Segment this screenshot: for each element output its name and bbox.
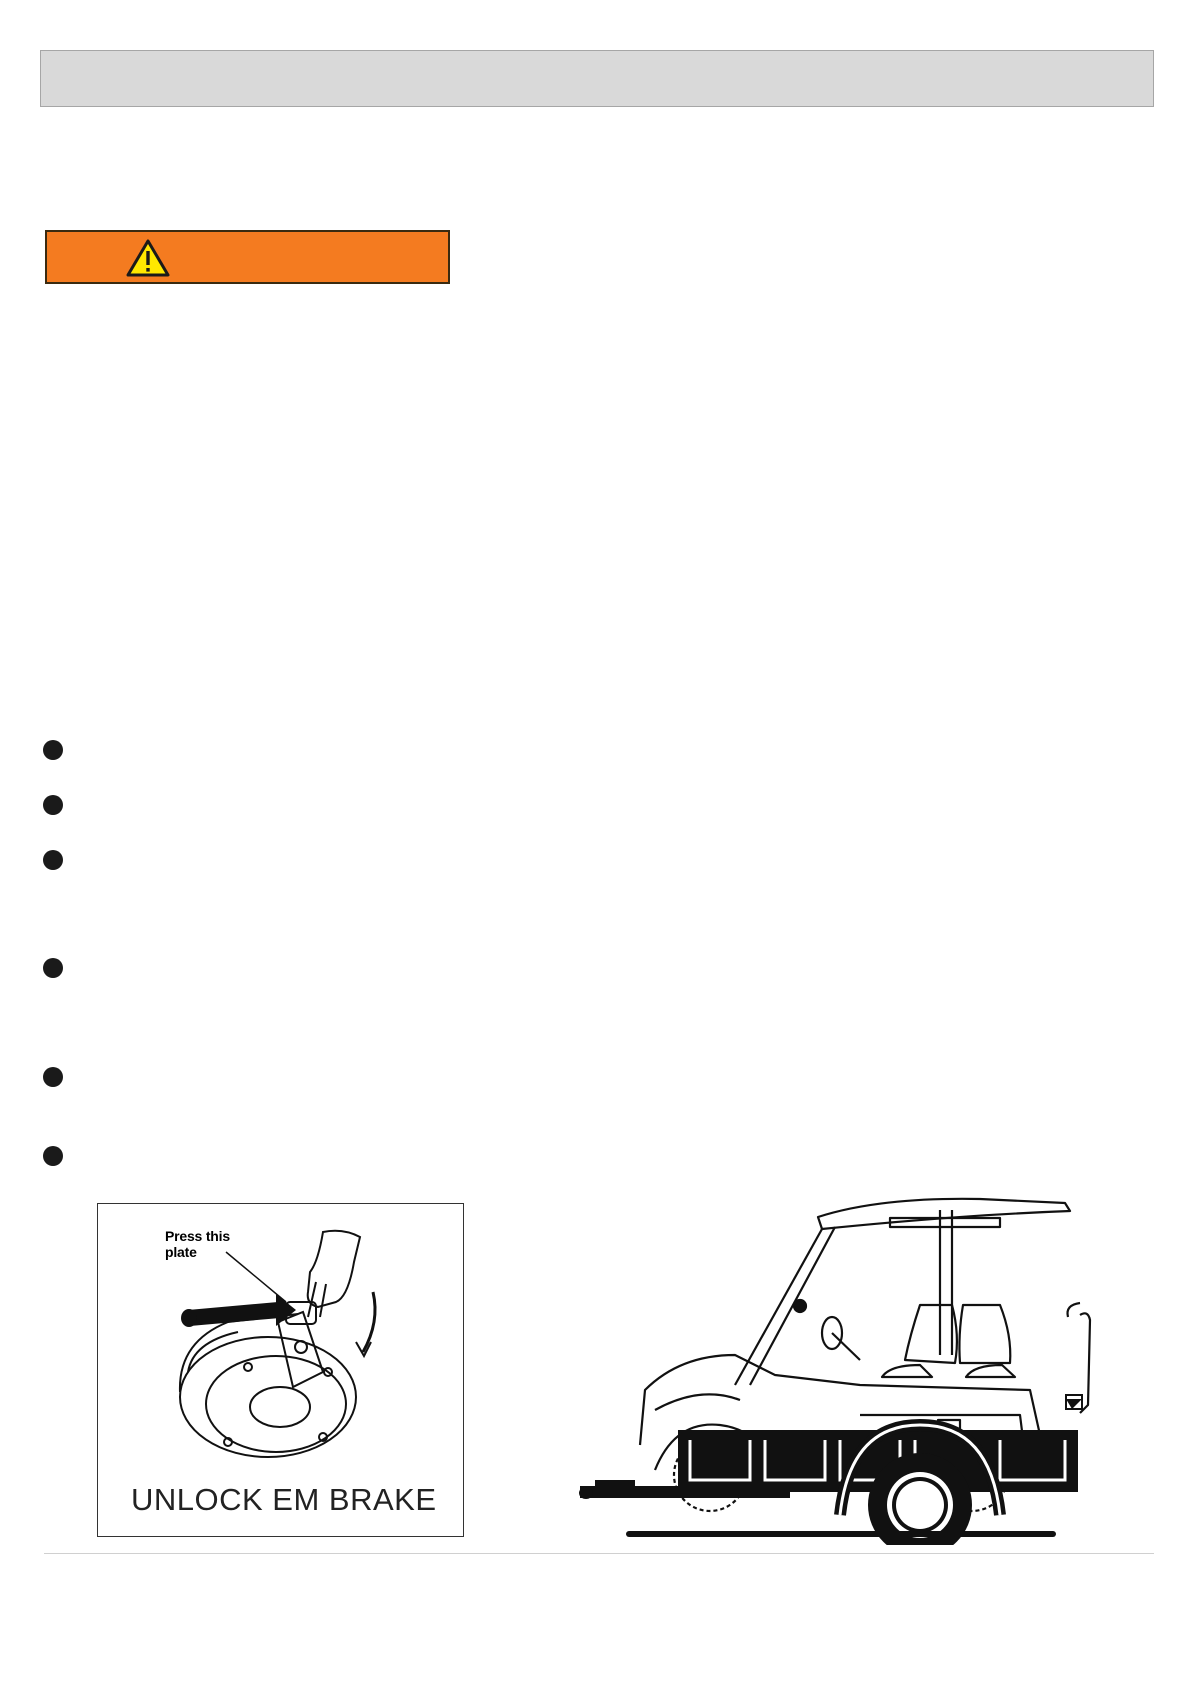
bullet-dot: [43, 795, 63, 815]
bullet-dot: [43, 958, 63, 978]
callout-line-2: plate: [165, 1244, 197, 1260]
warning-triangle-icon: [125, 238, 171, 278]
bullet-dot: [43, 1067, 63, 1087]
bullet-dot: [43, 1146, 63, 1166]
figure-caption: UNLOCK EM BRAKE: [131, 1482, 437, 1517]
callout-line-1: Press this: [165, 1228, 230, 1244]
footer-rule: [44, 1553, 1154, 1554]
warning-banner: [45, 230, 450, 284]
em-brake-illustration: [168, 1222, 398, 1477]
header-bar: [40, 50, 1154, 107]
cart-on-trailer-illustration: [560, 1185, 1120, 1545]
press-plate-callout: [165, 1228, 230, 1260]
bullet-dot: [43, 850, 63, 870]
bullet-dot: [43, 740, 63, 760]
unlock-brake-figure: [97, 1203, 464, 1537]
